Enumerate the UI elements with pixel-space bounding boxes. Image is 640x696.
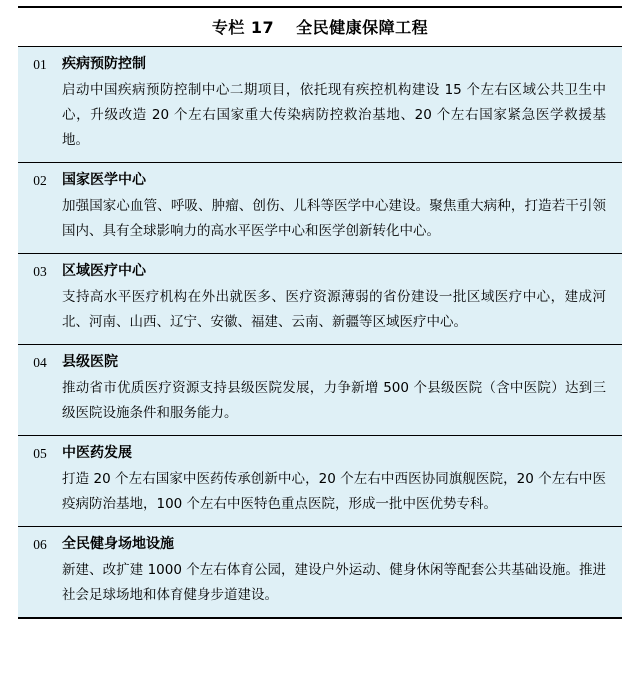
item-text: 支持高水平医疗机构在外出就医多、医疗资源薄弱的省份建设一批区域医疗中心，建成河北、河南、山西、辽宁、安徽、福建、云南、新疆等区域医疗中心。 [62, 289, 606, 330]
item-number: 03 [33, 264, 47, 279]
item-body [62, 261, 622, 335]
list-item [18, 254, 622, 345]
item-body [62, 443, 622, 517]
item-heading: 中医药发展 [62, 445, 132, 461]
list-item [18, 436, 622, 527]
item-heading: 县级医院 [62, 354, 118, 370]
box-title-name: 全民健康保障工程 [296, 18, 429, 37]
item-heading: 疾病预防控制 [62, 56, 146, 72]
item-text: 推动省市优质医疗资源支持县级医院发展，力争新增 500 个县级医院（含中医院）达到三级医院设施条件和服务能力。 [62, 380, 606, 421]
item-text: 加强国家心血管、呼吸、肿瘤、创伤、儿科等医学中心建设。聚焦重大病种，打造若干引领国内、具有全球影响力的高水平医学中心和医学创新转化中心。 [62, 198, 606, 239]
item-text: 新建、改扩建 1000 个左右体育公园，建设户外运动、健身休闲等配套公共基础设施。推进社会足球场地和体育健身步道建设。 [62, 562, 606, 603]
item-body [62, 170, 622, 244]
item-list [18, 47, 622, 619]
item-text: 打造 20 个左右国家中医药传承创新中心，20 个左右中西医协同旗舰医院，20 个左右中医疫病防治基地，100 个左右中医特色重点医院，形成一批中医优势专科。 [62, 471, 606, 512]
box-title [18, 6, 622, 47]
item-body [62, 352, 622, 426]
item-number: 05 [33, 446, 47, 461]
item-heading: 国家医学中心 [62, 172, 146, 188]
item-number: 06 [33, 537, 47, 552]
list-item [18, 47, 622, 163]
item-text: 启动中国疾病预防控制中心二期项目，依托现有疾控机构建设 15 个左右区域公共卫生中心，升级改造 20 个左右国家重大传染病防控救治基地、20 个左右国家紧急医学救援基地。 [62, 82, 606, 148]
item-body [62, 534, 622, 608]
list-item [18, 527, 622, 617]
item-heading: 全民健身场地设施 [62, 536, 174, 552]
list-item [18, 163, 622, 254]
item-number: 04 [33, 355, 47, 370]
list-item [18, 345, 622, 436]
item-number: 02 [33, 173, 47, 188]
item-number: 01 [33, 57, 47, 72]
box-title-number: 专栏 17 [211, 18, 275, 37]
feature-box [18, 0, 622, 619]
item-body [62, 54, 622, 153]
item-heading: 区域医疗中心 [62, 263, 146, 279]
